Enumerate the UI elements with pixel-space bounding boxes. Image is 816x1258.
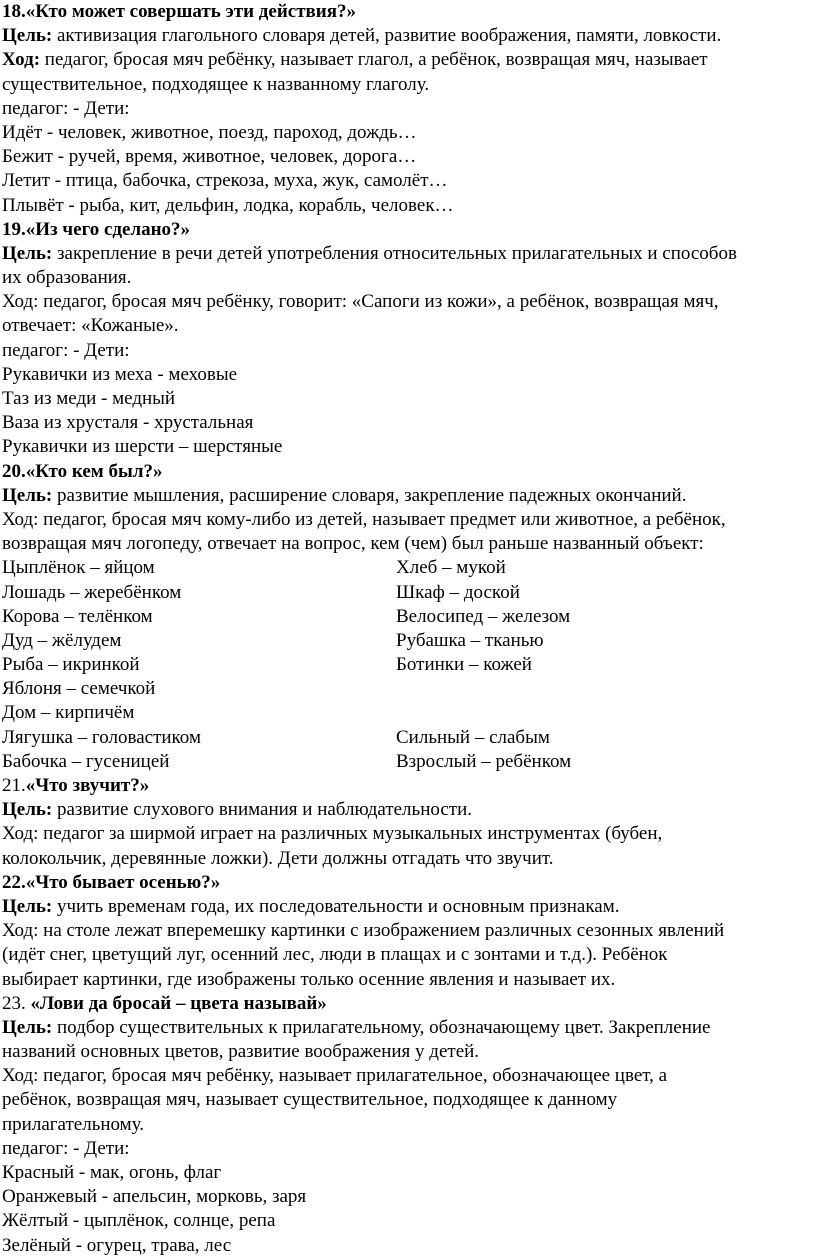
game-title: 19.«Из чего сделано?» [2,218,191,240]
game-goal: Цель: закрепление в речи детей употребления относительных прилагательных и способов [2,242,737,264]
pair-right: Хлеб – мукой [396,557,506,579]
game-goal: Цель: активизация глагольного словаря детей, развитие воображения, памяти, ловкости. [2,25,722,47]
game-move: Ход: педагог, бросая мяч ребёнку, говорит: «Сапоги из кожи», а ребёнок, возвращая мяч, [2,291,719,313]
example-line: Красный - мак, огонь, флаг [2,1162,222,1183]
pair-row [2,581,812,605]
game-move-cont: возвращая мяч логопеду, отвечает на вопрос, кем (чем) был раньше названный объект: [2,533,704,555]
pair-row [2,629,812,653]
pair-row [2,605,812,629]
game-move-cont: прилагательному. [2,1113,145,1135]
pair-left: Яблоня – семечкой [2,678,156,700]
game-19 [2,218,812,460]
example-line: Идёт - человек, животное, поезд, пароход, дождь… [2,121,417,143]
pair-left: Лягушка – головастиком [2,726,201,748]
example-line: Ваза из хрусталя - хрустальная [2,412,254,434]
pair-row [2,701,812,725]
example-line: Зелёный - огурец, трава, лес [2,1234,232,1256]
game-goal: Цель: развитие мышления, расширение словаря, закрепление падежных окончаний. [2,484,687,506]
pair-row [2,653,812,677]
game-goal-cont: их образования. [2,267,132,289]
game-move: Ход: педагог, бросая мяч кому-либо из детей, называет предмет или животное, а ребёнок, [2,508,726,530]
game-title: 21.«Что звучит?» [2,775,150,796]
example-line: Рукавички из меха - меховые [2,363,238,385]
example-line: Жёлтый - цыплёнок, солнце, репа [2,1210,276,1232]
pair-right [396,701,812,725]
game-move-cont: отвечает: «Кожаные». [2,315,179,337]
game-move-cont: (идёт снег, цветущий луг, осенний лес, люди в плащах и с зонтами и т.д.). Ребёнок [2,944,668,966]
game-move: Ход: педагог, бросая мяч ребёнку, называет глагол, а ребёнок, возвращая мяч, называет [2,49,708,71]
pair-left: Цыплёнок – яйцом [2,557,155,579]
example-line: Плывёт - рыба, кит, дельфин, лодка, корабль, человек… [2,194,454,216]
game-move-cont: выбирает картинки, где изображены только осенние явления и называет их. [2,968,616,990]
game-21 [2,774,812,871]
game-goal: Цель: учить временам года, их последовательности и основным признакам. [2,895,620,917]
game-move-cont: колокольчик, деревянные ложки). Дети должны отгадать что звучит. [2,847,554,869]
pair-right [396,677,812,701]
game-move: Ход: педагог, бросая мяч ребёнку, называет прилагательное, обозначающее цвет, а [2,1065,668,1087]
example-line: Летит - птица, бабочка, стрекоза, муха, жук, самолёт… [2,170,448,192]
example-line: Таз из меди - медный [2,388,176,409]
game-move-cont: существительное, подходящее к названному глаголу. [2,73,430,95]
game-23 [2,992,812,1258]
game-title: 18.«Кто может совершать эти действия?» [2,1,357,22]
pair-row [2,677,812,701]
dialog-header: педагог: - Дети: [2,97,130,119]
game-title: 20.«Кто кем был?» [2,460,163,482]
pair-left: Дом – кирпичём [2,702,135,724]
game-title: 22.«Что бывает осенью?» [2,871,221,893]
game-move: Ход: педагог за ширмой играет на различных музыкальных инструментах (бубен, [2,823,663,845]
dialog-header: педагог: - Дети: [2,339,130,361]
pair-row [2,556,812,580]
game-22 [2,871,812,992]
pair-left: Лошадь – жеребёнком [2,581,182,603]
pair-right: Ботинки – кожей [396,654,532,676]
game-20 [2,460,812,774]
example-line: Оранжевый - апельсин, морковь, заря [2,1186,307,1208]
example-line: Рукавички из шерсти – шерстяные [2,436,283,458]
pair-left: Корова – телёнком [2,605,153,627]
dialog-header: педагог: - Дети: [2,1137,130,1159]
pair-right: Велосипед – железом [396,605,571,627]
game-goal-cont: названий основных цветов, развитие воображения у детей. [2,1041,480,1063]
pair-left: Дуд – жёлудем [2,629,122,651]
game-move-cont: ребёнок, возвращая мяч, называет существительное, подходящее к данному [2,1089,618,1111]
game-goal: Цель: развитие слухового внимания и наблюдательности. [2,799,473,821]
pair-right: Шкаф – доской [396,581,520,603]
pair-left: Рыба – икринкой [2,654,140,676]
game-goal: Цель: подбор существительных к прилагательному, обозначающему цвет. Закрепление [2,1016,711,1038]
example-line: Бежит - ручей, время, животное, человек, дорога… [2,146,417,168]
pair-row [2,726,812,750]
pair-right: Рубашка – тканью [396,629,544,651]
pair-right: Взрослый – ребёнком [396,750,572,772]
game-move: Ход: на столе лежат вперемешку картинки с изображением различных сезонных явлений [2,920,725,942]
pair-left: Бабочка – гусеницей [2,750,170,772]
game-title: 23. «Лови да бросай – цвета называй» [2,992,327,1014]
pair-row [2,750,812,774]
pair-right: Сильный – слабым [396,726,550,748]
game-18 [2,0,812,218]
